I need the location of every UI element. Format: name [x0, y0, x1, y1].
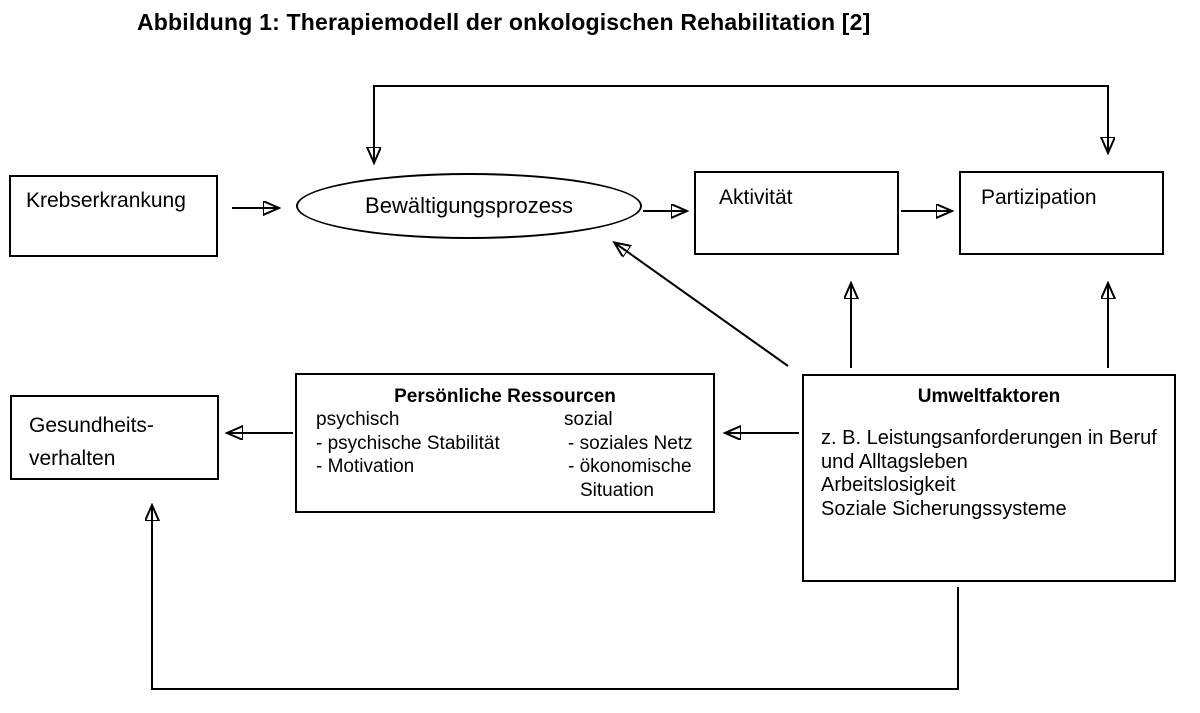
figure-title: Abbildung 1: Therapiemodell der onkologischen Rehabilitation [2]	[137, 9, 871, 35]
node-krebserkrankung	[9, 175, 218, 257]
ressourcen-column-sozial	[564, 408, 693, 502]
umweltfaktoren-title: Umweltfaktoren	[917, 386, 1061, 407]
umweltfaktoren-line: z. B. Leistungsanforderungen in Beruf	[821, 427, 1157, 449]
umweltfaktoren-line: Arbeitslosigkeit	[821, 474, 956, 497]
node-aktivitaet-label: Aktivität	[719, 186, 793, 209]
ressourcen-left-item: - psychische Stabilität	[316, 432, 500, 454]
umweltfaktoren-line: und Alltagsleben	[821, 450, 968, 473]
ressourcen-right-item: - soziales Netz	[568, 432, 693, 454]
node-partizipation-label: Partizipation	[981, 186, 1097, 209]
ressourcen-title: Persönliche Ressourcen	[394, 386, 616, 407]
node-gesundheitsverhalten	[10, 395, 219, 480]
node-gesundheitsverhalten-label	[29, 409, 154, 475]
ressourcen-right-heading: sozial	[564, 409, 613, 430]
node-partizipation	[959, 171, 1164, 255]
ressourcen-right-item-wrap: Situation	[580, 479, 654, 501]
node-bewaeltigungsprozess-label: Bewältigungsprozess	[365, 193, 573, 218]
node-persoenliche-ressourcen	[295, 373, 715, 513]
ressourcen-left-heading: psychisch	[316, 409, 400, 430]
node-bewaeltigungsprozess	[296, 173, 642, 239]
ressourcen-column-psychisch	[316, 408, 500, 479]
arrow-umwelt-to-bewaeltigung-diagonal	[615, 243, 788, 366]
ressourcen-right-item: - ökonomische	[568, 456, 692, 477]
gesundheitsverhalten-line2: verhalten	[29, 447, 116, 470]
node-aktivitaet	[694, 171, 899, 255]
umweltfaktoren-line: Soziale Sicherungssysteme	[821, 498, 1067, 521]
node-krebserkrankung-label: Krebserkrankung	[26, 189, 186, 212]
ressourcen-left-item: - Motivation	[316, 456, 415, 477]
umweltfaktoren-body	[821, 427, 1157, 522]
gesundheitsverhalten-line1: Gesundheits-	[29, 414, 154, 437]
node-umweltfaktoren	[802, 374, 1176, 582]
